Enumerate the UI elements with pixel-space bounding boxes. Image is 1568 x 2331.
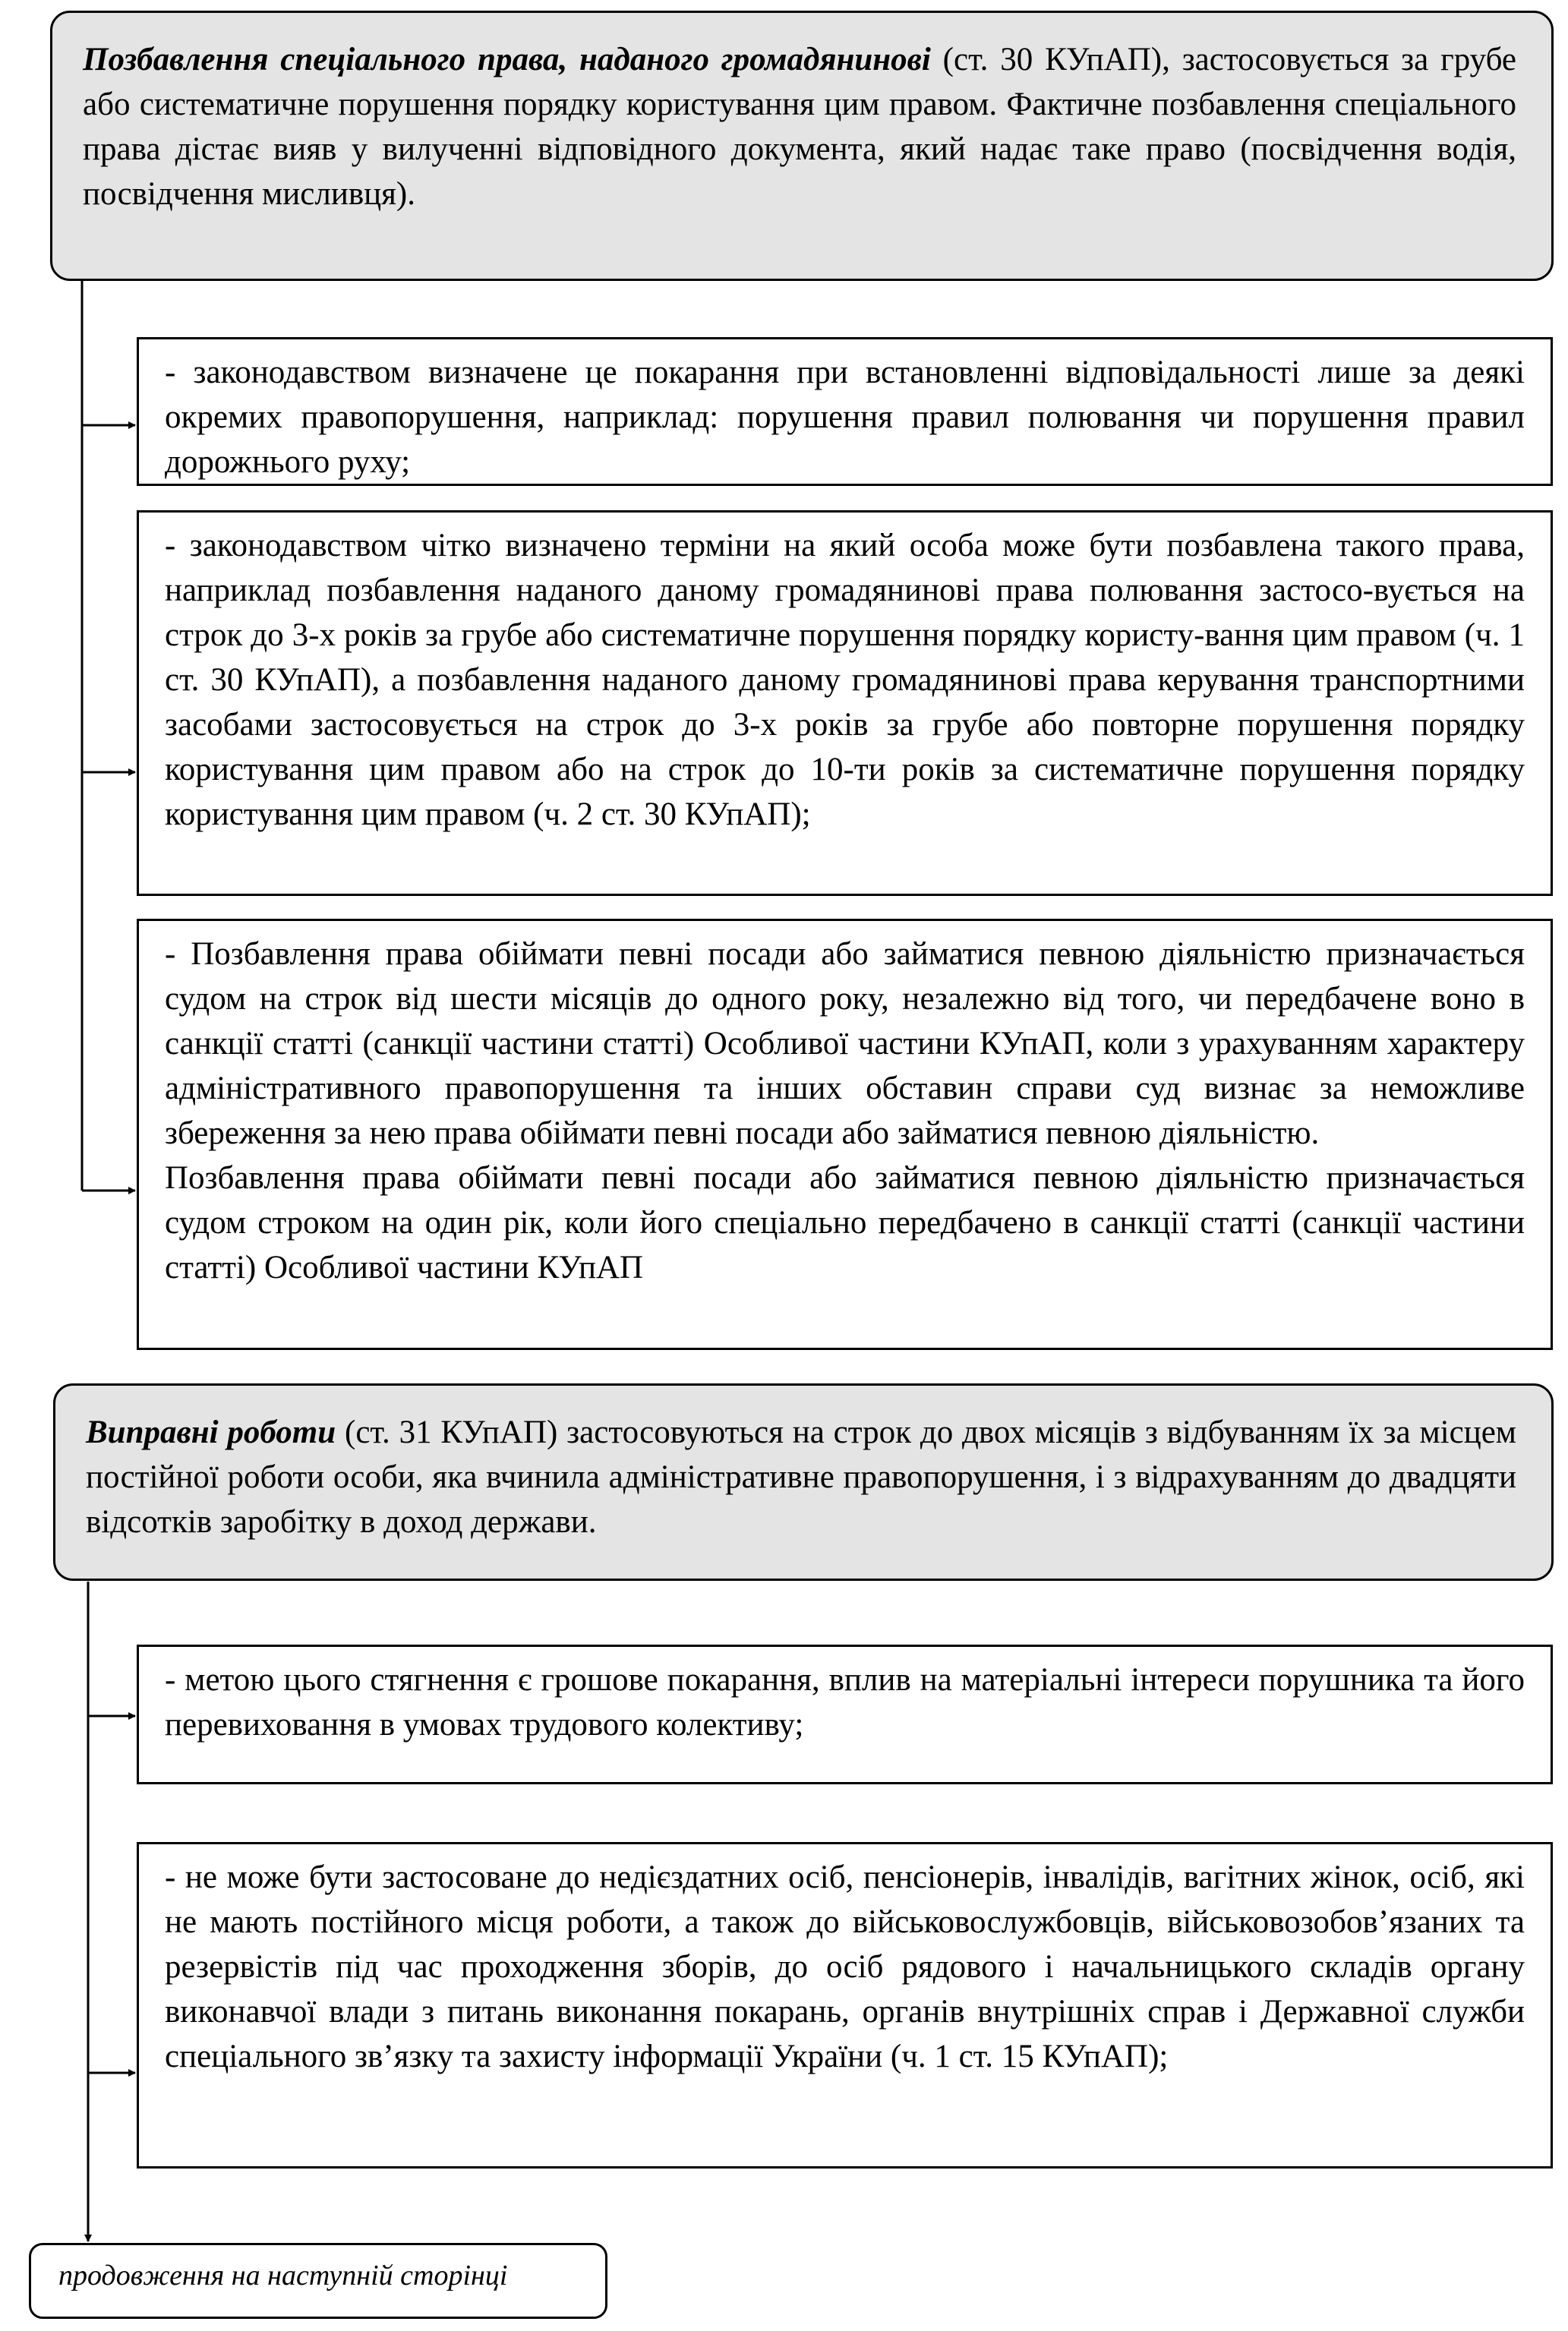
block-2-term: Виправні роботи	[86, 1415, 336, 1450]
block-1-item-2-text: - законодавством чітко визначено терміни на який особа може бути позбавлена такого права, наприклад позбавлення наданого даному громадянинові права полювання застосо-вується на строк до 3-х років за грубе або систематичне порушення порядку користу-вання цим правом (ч. 1 ст. 30 КУпАП), а позбавлення наданого даному громадянинові права керування транспортними засобами застосовується на строк до 3-х років за грубе або повторне порушення порядку користування цим правом або на строк до 10-ти років за систематичне порушення порядку користування цим правом (ч. 2 ст. 30 КУпАП);	[165, 528, 1525, 832]
continuation-note	[29, 2243, 607, 2319]
block-1-item-2	[137, 510, 1553, 896]
block-2-text: (ст. 31 КУпАП) застосовуються на строк до двох місяців з відбуванням їх за місцем постійної роботи особи, яка вчинила адміністративне правопорушення, і з відрахуванням до двадцяти відсотків заробітку в доход держави.	[86, 1415, 1516, 1540]
block-1-term: Позбавлення спеціального права, наданого громадянинові	[83, 42, 931, 77]
block-1-item-1	[137, 337, 1553, 486]
block-2-item-2-text: - не може бути застосоване до недієздатних осіб, пенсіонерів, інвалідів, вагітних жінок, осіб, які не мають постійного місця роботи, а також до військовослужбовців, військовозобов’язаних та резервістів під час проходження зборів, до осіб рядового і начальницького складів органу виконавчої влади з питань виконання покарань, органів внутрішніх справ і Державної служби спеціального зв’язку та захисту інформації України (ч. 1 ст. 15 КУпАП);	[165, 1859, 1525, 2074]
block-2-item-1-text: - метою цього стягнення є грошове покарання, вплив на матеріальні інтереси порушника та його перевиховання в умовах трудового колективу;	[165, 1662, 1525, 1743]
block-1-item-1-text: - законодавством визначене це покарання при встановленні відповідальності лише за деякі окремих правопорушення, наприклад: порушення правил полювання чи порушення правил дорожнього руху;	[165, 355, 1525, 480]
block-1-text: (ст. 30 КУпАП), застосовується за грубе або систематичне порушення порядку користування цим правом. Фактичне позбавлення спеціального права дістає вияв у вилученні відповідного документа, який надає таке право (посвідчення водія, посвідчення мисливця).	[83, 42, 1517, 212]
block-1-item-3-text: - Позбавлення права обіймати певні посади або займатися певною діяльністю призначається судом на строк від шести місяців до одного року, незалежно від того, чи передбачене воно в санкції статті (санкції частини статті) Особливої частини КУпАП, коли з урахуванням характеру адміністративного правопорушення та інших обставин справи суд визнає за неможливе збереження за нею права обіймати певні посади або займатися певною діяльністю.	[165, 936, 1525, 1151]
block-1-main	[50, 11, 1554, 281]
continuation-text: продовження на наступній сторінці	[58, 2260, 508, 2292]
block-2-item-1	[137, 1645, 1553, 1784]
block-2-main	[53, 1383, 1554, 1581]
block-1-item-3-text-2: Позбавлення права обіймати певні посади або займатися певною діяльністю призначається судом строком на один рік, коли його спеціально передбачено в санкції статті (санкції частини статті) Особливої частини КУпАП	[165, 1160, 1525, 1285]
block-1-item-3	[137, 919, 1553, 1350]
block-2-item-2	[137, 1842, 1553, 2169]
